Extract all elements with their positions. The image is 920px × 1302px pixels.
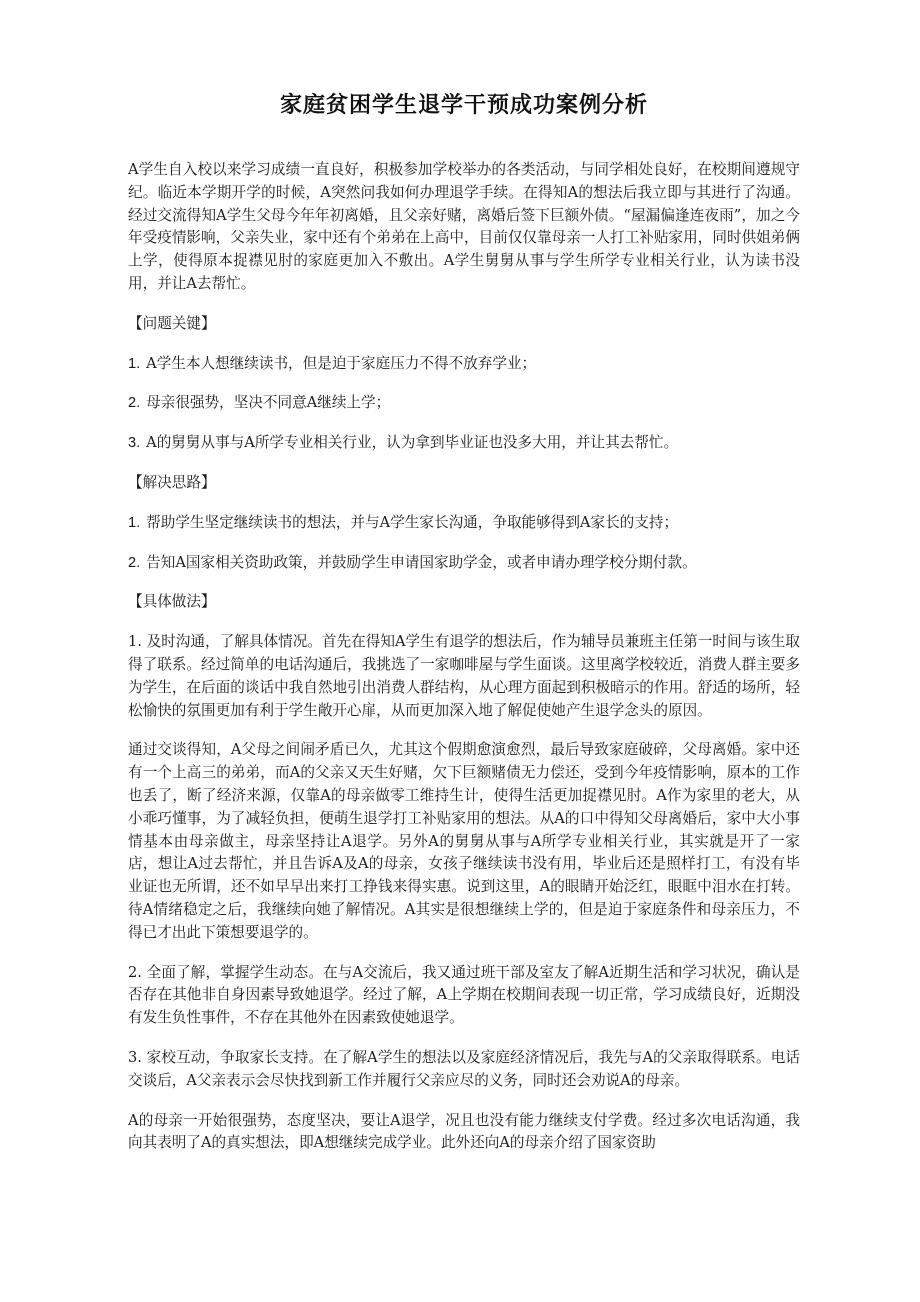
method-paragraph-3: 3. 家校互动，争取家长支持。在了解A学生的想法以及家庭经济情况后，我先与A的父亲取得联系。电话交谈后，A父亲表示会尽快找到新工作并履行父亲应尽的义务，同时还会劝说A的母亲。 (128, 1048, 800, 1089)
list-item-text: A学生本人想继续读书，但是迫于家庭压力不得不放弃学业； (146, 354, 537, 372)
document-title: 家庭贫困学生退学干预成功案例分析 (279, 92, 648, 118)
list-item (128, 432, 800, 455)
method-paragraph-3-detail: A的母亲一开始很强势，态度坚决，要让A退学，况且也没有能力继续支付学费。经过多次电话沟通，我向其表明了A的真实想法，即A想继续完成学业。此外还向A的母亲介绍了国家资助 (128, 1111, 800, 1152)
list-item-text: 母亲很强势，坚决不同意A继续上学； (146, 394, 391, 412)
list-item-text: A的舅舅从事与A所学专业相关行业，认为拿到毕业证也没多大用，并让其去帮忙。 (146, 434, 679, 452)
list-item-text: 帮助学生坚定继续读书的想法，并与A学生家长沟通，争取能够得到A家长的支持； (146, 513, 679, 531)
list-item (128, 512, 800, 535)
method-paragraph-1-detail: 通过交谈得知，A父母之间闹矛盾已久，尤其这个假期愈演愈烈，最后导致家庭破碎，父母离婚。家中还有一个上高三的弟弟，而A的父亲又天生好赌，欠下巨额赌债无力偿还，受到今年疫情影响，原本的工作也丢了，断了经济来源，仅靠A的母亲做零工维持生计，使得生活更加捉襟见肘。A作为家里的老大，从小乖巧懂事，为了减轻负担，便萌生退学打工补贴家用的想法。从A的口中得知父母离婚后，家中大小事情基本由母亲做主，母亲坚持让A退学。另外A的舅舅从事与A所学专业相关行业，其实就是开了一家店，想让A过去帮忙，并且告诉A及A的母亲，女孩子继续读书没有用，毕业后还是照样打工，有没有毕业证也无所谓，还不如早早出来打工挣钱来得实惠。说到这里，A的眼睛开始泛红，眼眶中泪水在打转。待A情绪稳定之后，我继续向她了解情况。A其实是很想继续上学的，但是迫于家庭条件和母亲压力，不得已才出此下策想要退学的。 (128, 741, 800, 941)
list-item-number: 1. (128, 355, 141, 372)
section-heading-problem: 【问题关键】 (128, 314, 216, 332)
list-item (128, 392, 800, 415)
method-paragraph-2: 2. 全面了解，掌握学生动态。在与A交流后，我又通过班干部及室友了解A近期生活和学习状况，确认是否存在其他非自身因素导致她退学。经过了解，A上学期在校期间表现一切正常，学习成绩良好，近期没有发生负性事件，不存在其他外在因素致使她退学。 (128, 963, 800, 1027)
section-heading-methods: 【具体做法】 (128, 593, 216, 611)
list-item-number: 3. (128, 435, 141, 452)
list-item-text: 告知A国家相关资助政策，并鼓励学生申请国家助学金，或者申请办理学校分期付款。 (146, 553, 697, 571)
list-item (128, 552, 800, 575)
section-heading-solution: 【解决思路】 (128, 473, 216, 491)
list-item-number: 2. (128, 395, 141, 412)
list-item (128, 353, 800, 376)
list-item-number: 2. (128, 554, 141, 571)
intro-paragraph: A学生自入校以来学习成绩一直良好，积极参加学校举办的各类活动，与同学相处良好，在校期间遵规守纪。临近本学期开学的时候，A突然问我如何办理退学手续。在得知A的想法后我立即与其进行了沟通。经过交流得知A学生父母今年年初离婚，且父亲好赌，离婚后签下巨额外债。“屋漏偏逢连夜雨”，加之今年受疫情影响，父亲失业，家中还有个弟弟在上高中，目前仅仅靠母亲一人打工补贴家用，同时供姐弟俩上学，使得原本捉襟见肘的家庭更加入不敷出。A学生舅舅从事与学生所学专业相关行业，认为读书没用，并让A去帮忙。 (128, 161, 800, 292)
method-paragraph-1: 1. 及时沟通，了解具体情况。首先在得知A学生有退学的想法后，作为辅导员兼班主任第一时间与该生取得了联系。经过简单的电话沟通后，我挑选了一家咖啡屋与学生面谈。这里离学校较近，消费人群主要多为学生，在后面的谈话中我自然地引出消费人群结构，从心理方面起到积极暗示的作用。舒适的场所，轻松愉快的氛围更加有利于学生敞开心扉，从而更加深入地了解促使她产生退学念头的原因。 (128, 633, 800, 719)
list-item-number: 1. (128, 514, 141, 531)
